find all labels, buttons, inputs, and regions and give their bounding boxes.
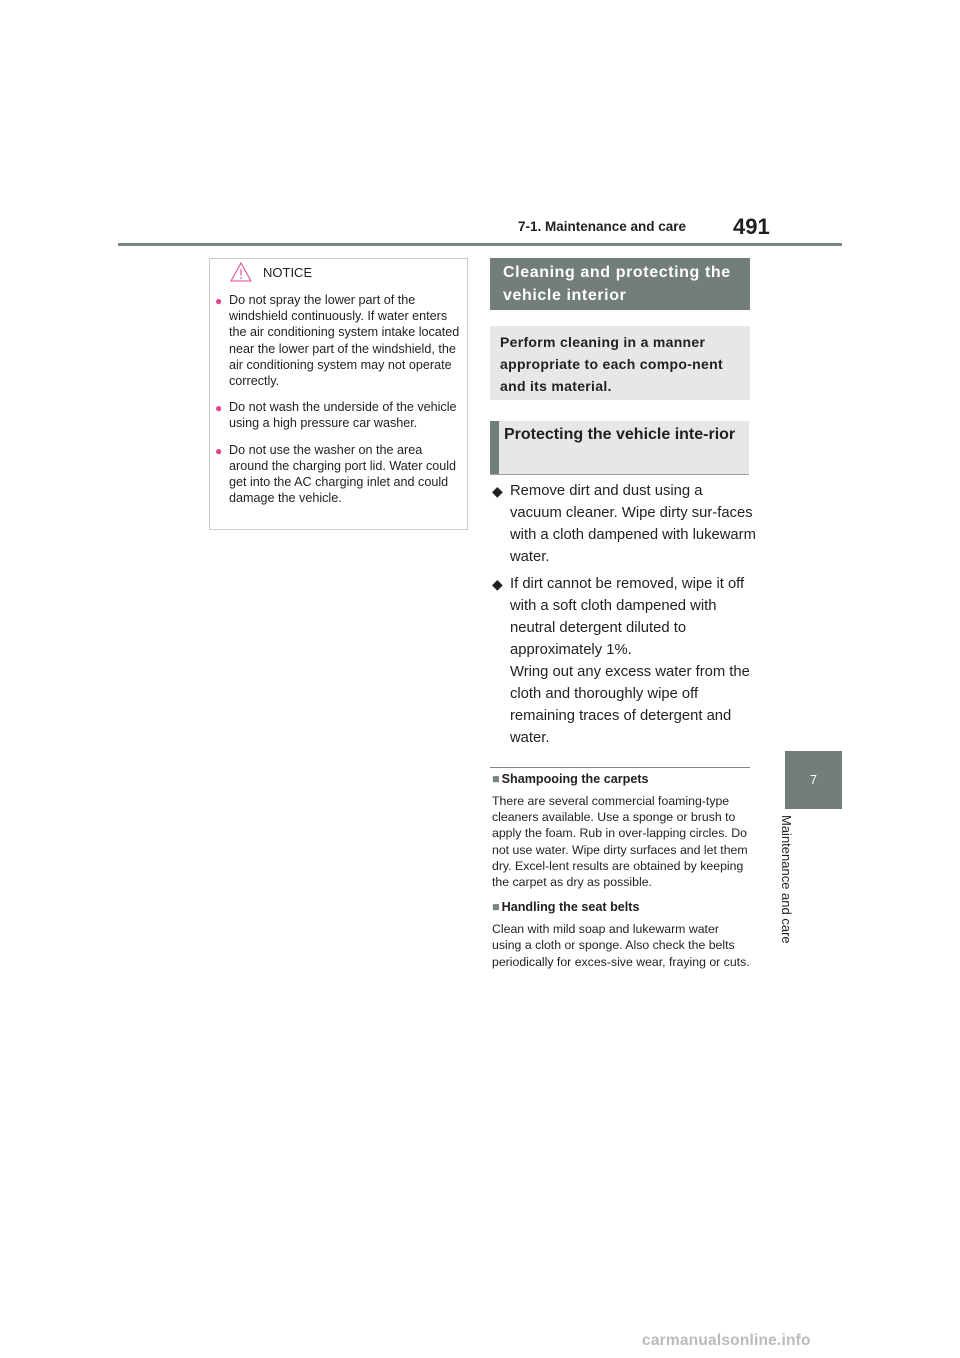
note-heading xyxy=(492,899,750,916)
instruction-text-continued: Wring out any excess water from the cloth and thoroughly wipe off remaining traces of detergent and water. xyxy=(510,664,750,746)
notes-divider xyxy=(490,767,750,768)
chapter-side-label xyxy=(769,815,819,975)
section-title: Cleaning and protecting the vehicle interior xyxy=(503,264,731,304)
subsection-accent-bar xyxy=(490,421,499,474)
section-header: 7-1. Maintenance and care xyxy=(518,219,687,234)
instruction-item xyxy=(492,573,757,749)
note-body: There are several commercial foaming-type cleaners available. Use a sponge or brush to apply the foam. Rub in over-lapping circles. Do not use water. Wipe dirty surfaces and let them dry. Excel-lent results are obtained by keeping the carpet as dry as possible. xyxy=(492,794,748,890)
chapter-title: Maintenance and care xyxy=(779,815,794,944)
page-number: 491 xyxy=(733,214,770,239)
square-bullet-icon: ■ xyxy=(492,772,500,786)
subsection-header xyxy=(490,421,749,475)
note-heading-text: Shampooing the carpets xyxy=(501,772,649,786)
notice-item-text: Do not spray the lower part of the windshield continuously. If water enters the air conditioning system intake located near the lower part of the windshield, the air conditioning system may not operate correctly. xyxy=(229,293,460,389)
bullet-circle-icon: ● xyxy=(215,294,223,308)
bullet-circle-icon: ● xyxy=(215,443,223,458)
note-heading xyxy=(492,771,750,788)
chapter-tab[interactable]: 7 xyxy=(785,751,842,809)
notice-header xyxy=(210,259,467,287)
instruction-item xyxy=(492,480,757,568)
notice-item-text: Do not wash the underside of the vehicle using a high pressure car washer. xyxy=(229,400,457,431)
notice-list xyxy=(210,292,469,516)
section-title-band xyxy=(490,258,750,310)
note-body: Clean with mild soap and lukewarm water using a cloth or sponge. Also check the belts periodically for exces-sive wear, fraying or cuts. xyxy=(492,922,750,969)
subsection-title: Protecting the vehicle inte-rior xyxy=(504,426,736,443)
bullet-diamond-icon: ◆ xyxy=(492,483,503,499)
instruction-list xyxy=(492,480,757,754)
notice-title: NOTICE xyxy=(263,265,313,280)
section-intro: Perform cleaning in a manner appropriate to each compo-nent and its material. xyxy=(500,334,723,394)
section-intro-box xyxy=(490,326,750,400)
bullet-diamond-icon: ◆ xyxy=(492,576,503,592)
instruction-text: Remove dirt and dust using a vacuum cleaner. Wipe dirty sur-faces with a cloth dampened with lukewarm water. xyxy=(510,483,756,565)
notes-section xyxy=(492,770,750,979)
notice-box xyxy=(209,258,468,530)
notice-item xyxy=(210,292,469,389)
header-divider xyxy=(118,243,842,246)
notice-item-text: Do not use the washer on the area around the charging port lid. Water could get into the AC charging inlet and could damage the vehicle. xyxy=(229,442,457,506)
notice-item xyxy=(210,399,469,431)
notice-item xyxy=(210,442,469,507)
warning-triangle-icon xyxy=(230,262,252,282)
square-bullet-icon: ■ xyxy=(492,900,500,915)
bullet-circle-icon: ● xyxy=(215,401,223,416)
instruction-text: If dirt cannot be removed, wipe it off with a soft cloth dampened with neutral detergent diluted to approximately 1%. xyxy=(510,576,745,658)
watermark-link[interactable]: carmanualsonline.info xyxy=(642,1332,811,1349)
note-heading-text: Handling the seat belts xyxy=(501,900,640,915)
